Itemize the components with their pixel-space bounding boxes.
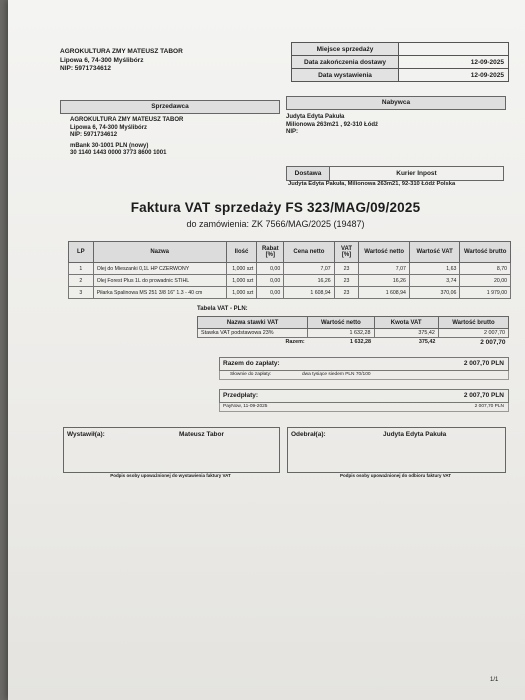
cell-vat-value: 1,63 <box>409 263 460 275</box>
vat-net: 1 632,28 <box>308 329 374 338</box>
vat-total-label: Razem: <box>285 339 305 345</box>
col-header: Ilość <box>226 242 257 263</box>
seller-header-block <box>60 48 183 74</box>
issuer-note: Podpis osoby upoważnionej do wystawienia faktury VAT <box>110 473 231 478</box>
cell-gross-value: 1 979,00 <box>460 287 511 299</box>
cell-vat-value: 370,06 <box>409 287 460 299</box>
vat-row <box>198 329 509 338</box>
meta-value: 12-09-2025 <box>399 56 509 69</box>
vat-col-header: Wartość brutto <box>438 317 508 329</box>
cell-vat-value: 3,74 <box>409 275 460 287</box>
vat-col-header: Nazwa stawki VAT <box>198 317 308 329</box>
cell-lp: 2 <box>69 275 94 287</box>
col-header: VAT [%] <box>334 242 359 263</box>
cell-gross-value: 8,70 <box>460 263 511 275</box>
vat-total-amount: 375,42 <box>418 339 436 345</box>
cell-qty: 1,000 szt <box>226 287 257 299</box>
receiver-label: Odebrał(a): <box>291 431 326 438</box>
issuer-label: Wystawił(a): <box>67 431 105 438</box>
invoice-subtitle: do zamówienia: ZK 7566/MAG/2025 (19487) <box>186 219 365 229</box>
vat-table-title: Tabela VAT - PLN: <box>197 306 248 312</box>
receiver-signature-box <box>287 427 506 473</box>
cell-gross-value: 20,00 <box>460 275 511 287</box>
cell-net-price: 16,26 <box>284 275 334 287</box>
sprzedawca-details <box>70 117 183 158</box>
cell-lp: 1 <box>69 263 94 275</box>
meta-label: Data wystawienia <box>292 69 399 82</box>
col-header: Rabat [%] <box>257 242 284 263</box>
col-header: Wartość VAT <box>409 242 460 263</box>
nabywca-line: Judyta Edyta Pakuła <box>286 114 345 120</box>
nabywca-header: Nabywca <box>286 96 506 110</box>
col-header: LP <box>69 242 94 263</box>
col-header: Nazwa <box>93 242 226 263</box>
nabywca-line: NIP: <box>286 129 298 136</box>
prepayment-box <box>219 389 509 412</box>
sprzedawca-line: NIP: 5971734612 <box>70 132 118 139</box>
meta-value <box>399 43 509 56</box>
vat-header-row <box>198 317 509 329</box>
cell-qty: 1,000 szt <box>226 263 257 275</box>
amount-due-label: Razem do zapłaty: <box>223 360 280 367</box>
vat-total-row <box>198 338 509 347</box>
cell-discount: 0,00 <box>257 287 284 299</box>
vat-gross: 2 007,70 <box>438 329 508 338</box>
cell-vat-rate: 23 <box>334 287 359 299</box>
prepayment-row <box>219 389 509 403</box>
cell-net-price: 1 608,94 <box>284 287 334 299</box>
vat-total-gross: 2 007,70 <box>480 338 506 346</box>
amount-due-value: 2 007,70 PLN <box>463 360 504 367</box>
vat-rate-name: Stawka VAT podstawowa 23% <box>198 329 308 338</box>
cell-discount: 0,00 <box>257 275 284 287</box>
cell-vat-rate: 23 <box>334 275 359 287</box>
prepayment-label: Przedpłaty: <box>223 392 259 399</box>
col-header: Wartość netto <box>359 242 410 263</box>
sprzedawca-line: Lipowa 6, 74-300 Myślibórz <box>70 124 148 131</box>
dostawa-address: Judyta Edyta Pakuła, Milionowa 263m21, 92-310 Łódź Polska <box>288 181 456 187</box>
vat-total-net: 1 632,28 <box>350 339 372 345</box>
cell-qty: 1,000 szt <box>226 275 257 287</box>
amount-due-box <box>219 357 509 380</box>
seller-address: Lipowa 6, 74-300 Myślibórz <box>60 56 144 64</box>
sprzedawca-line: 30 1140 1443 0000 3773 8600 1001 <box>70 150 167 157</box>
cell-net-value: 1 608,94 <box>359 287 410 299</box>
seller-nip: NIP: 5971734612 <box>60 65 111 72</box>
prepayment-detail-value: 2 007,70 PLN <box>474 404 504 409</box>
issuer-name: Mateusz Tabor <box>179 431 225 438</box>
table-row <box>69 275 511 287</box>
page-number: 1/1 <box>490 677 499 683</box>
cell-name: Olej Forest Plus 1L do prowadnic STIHL <box>93 275 226 287</box>
nabywca-details <box>286 114 378 137</box>
prepayment-detail-row <box>219 403 509 412</box>
cell-vat-rate: 23 <box>334 263 359 275</box>
amount-words-row <box>219 371 509 380</box>
meta-row <box>292 43 509 56</box>
dostawa-value: Kurier Inpost <box>330 167 504 181</box>
dostawa-table <box>286 166 504 181</box>
receiver-note: Podpis osoby upoważnionej do odbioru faktury VAT <box>339 473 452 478</box>
items-header-row <box>69 242 511 263</box>
cell-lp: 3 <box>69 287 94 299</box>
table-row <box>69 287 511 299</box>
items-table <box>68 241 511 299</box>
nabywca-line: Milionowa 263m21 , 92-310 Łódź <box>286 121 379 128</box>
meta-label: Data zakończenia dostawy <box>292 56 399 69</box>
invoice-title: Faktura VAT sprzedaży FS 323/MAG/09/2025 <box>130 200 421 215</box>
sprzedawca-header: Sprzedawca <box>60 100 280 114</box>
prepayment-detail: PayNow, 11-09-2025 <box>223 404 268 409</box>
cell-net-price: 7,07 <box>284 263 334 275</box>
receiver-name: Judyta Edyta Pakuła <box>383 431 447 438</box>
vat-table <box>197 316 509 346</box>
vat-col-header: Kwota VAT <box>374 317 438 329</box>
cell-net-value: 16,26 <box>359 275 410 287</box>
table-row <box>69 263 511 275</box>
col-header: Wartość brutto <box>460 242 511 263</box>
col-header: Cena netto <box>284 242 334 263</box>
vat-amount: 375,42 <box>374 329 438 338</box>
seller-name: AGROKULTURA ZMY MATEUSZ TABOR <box>60 48 183 55</box>
amount-words-label: Słownie do zapłaty: <box>230 372 272 377</box>
cell-discount: 0,00 <box>257 263 284 275</box>
issuer-signature-box <box>63 427 280 473</box>
meta-label: Miejsce sprzedaży <box>292 43 399 56</box>
prepayment-value: 2 007,70 PLN <box>463 392 504 399</box>
cell-name: Piłarka Spalinowa MS 251 3/8 16" 1.3 - 40 cm <box>93 287 226 299</box>
cell-net-value: 7,07 <box>359 263 410 275</box>
dostawa-label: Dostawa <box>287 167 330 181</box>
sprzedawca-line: AGROKULTURA ZMY MATEUSZ TABOR <box>70 117 184 123</box>
cell-name: Olej do Mieszanki 0,1L HP CZERWONY <box>93 263 226 275</box>
sprzedawca-line: mBank 30-1001 PLN (nowy) <box>70 142 149 149</box>
invoice-paper <box>8 0 525 700</box>
invoice-meta-table <box>291 42 509 82</box>
meta-row <box>292 56 509 69</box>
vat-col-header: Wartość netto <box>308 317 374 329</box>
amount-words: dwa tysiące siedem PLN 70/100 <box>302 372 371 377</box>
meta-row <box>292 69 509 82</box>
meta-value: 12-09-2025 <box>399 69 509 82</box>
amount-due-row <box>219 357 509 371</box>
